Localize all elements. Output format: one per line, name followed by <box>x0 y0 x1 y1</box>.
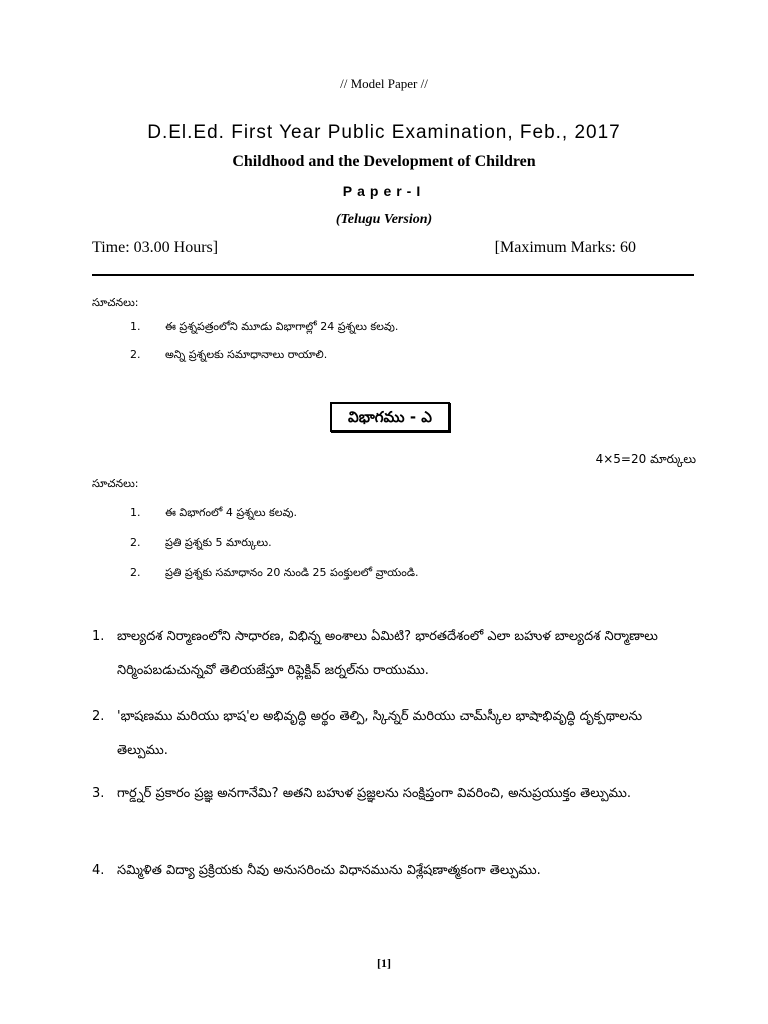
section-instruction-text: ప్రతి ప్రశ్నకు 5 మార్కులు. <box>165 536 272 549</box>
exam-title: D.El.Ed. First Year Public Examination, Feb., 2017 <box>147 122 621 143</box>
general-instruction-number: 2. <box>130 348 141 361</box>
model-paper-label: // Model Paper // <box>340 76 428 91</box>
paper-number: Paper-I <box>342 183 426 199</box>
max-marks-label: [Maximum Marks: 60 <box>494 239 636 256</box>
section-a-title: విభాగము - ఎ <box>330 402 450 432</box>
general-instruction-text: ఈ ప్రశ్నపత్రంలోని మూడు విభాగాల్లో 24 ప్రశ్నలు కలవు. <box>165 320 399 333</box>
question-number: 4. <box>92 863 105 878</box>
question-text: 'భాషణము మరియు భాష'ల అభివృద్ధి అర్థం తెల్పి, స్కిన్నర్ మరియు చామ్‌స్కీల భాషాభివృద్ధి దృక్పథాలను తెల్పుము. <box>117 709 643 758</box>
question-number: 2. <box>92 709 105 724</box>
section-instruction-number: 1. <box>130 506 141 519</box>
time-label: Time: 03.00 Hours] <box>92 239 219 256</box>
section-instructions-label: సూచనలు: <box>92 477 139 490</box>
question-number: 1. <box>92 629 105 644</box>
header-divider <box>92 274 694 276</box>
question-4 <box>92 854 696 888</box>
section-instruction-text: ప్రతి ప్రశ్నకు సమాధానం 20 నుండి 25 పంక్తులలో వ్రాయండి. <box>165 566 419 579</box>
question-text: సమ్మిళిత విద్యా ప్రక్రియకు నీవు అనుసరించు విధానమును విశ్లేషణాత్మకంగా తెల్పుము. <box>117 863 541 878</box>
section-instruction-text: ఈ విభాగంలో 4 ప్రశ్నలు కలవు. <box>165 506 298 519</box>
section-instruction-number: 2. <box>130 566 141 579</box>
question-number: 3. <box>92 786 105 801</box>
version-label: (Telugu Version) <box>335 212 433 227</box>
question-text: బాల్యదశ నిర్మాణంలోని సాధారణ, విభిన్న అంశాలు ఏమిటి? భారతదేశంలో ఎలా బహుళ బాల్యదశ నిర్మాణాలు నిర్మింపబడుచున్నవో తెలియజేస్తూ రిఫ్లెక్టివ్ జర్నల్‌ను రాయుము. <box>117 629 658 678</box>
question-1 <box>92 620 696 688</box>
section-instruction-number: 2. <box>130 536 141 549</box>
general-instruction-number: 1. <box>130 320 141 333</box>
section-a-marks: 4×5=20 మార్కులు <box>595 452 696 466</box>
question-3 <box>92 777 696 811</box>
question-text: గార్డ్నర్ ప్రకారం ప్రజ్ఞ అనగానేమి? అతని బహుళ ప్రజ్ఞలను సంక్షిప్తంగా వివరించి, అనుప్రయుక్తం తెల్పుము. <box>117 786 632 801</box>
general-instructions-label: సూచనలు: <box>92 296 139 309</box>
page-number: [1] <box>377 956 391 970</box>
general-instruction-text: అన్ని ప్రశ్నలకు సమాధానాలు రాయాలి. <box>165 348 328 361</box>
question-2 <box>92 700 696 768</box>
subject-title: Childhood and the Development of Children <box>232 153 536 170</box>
